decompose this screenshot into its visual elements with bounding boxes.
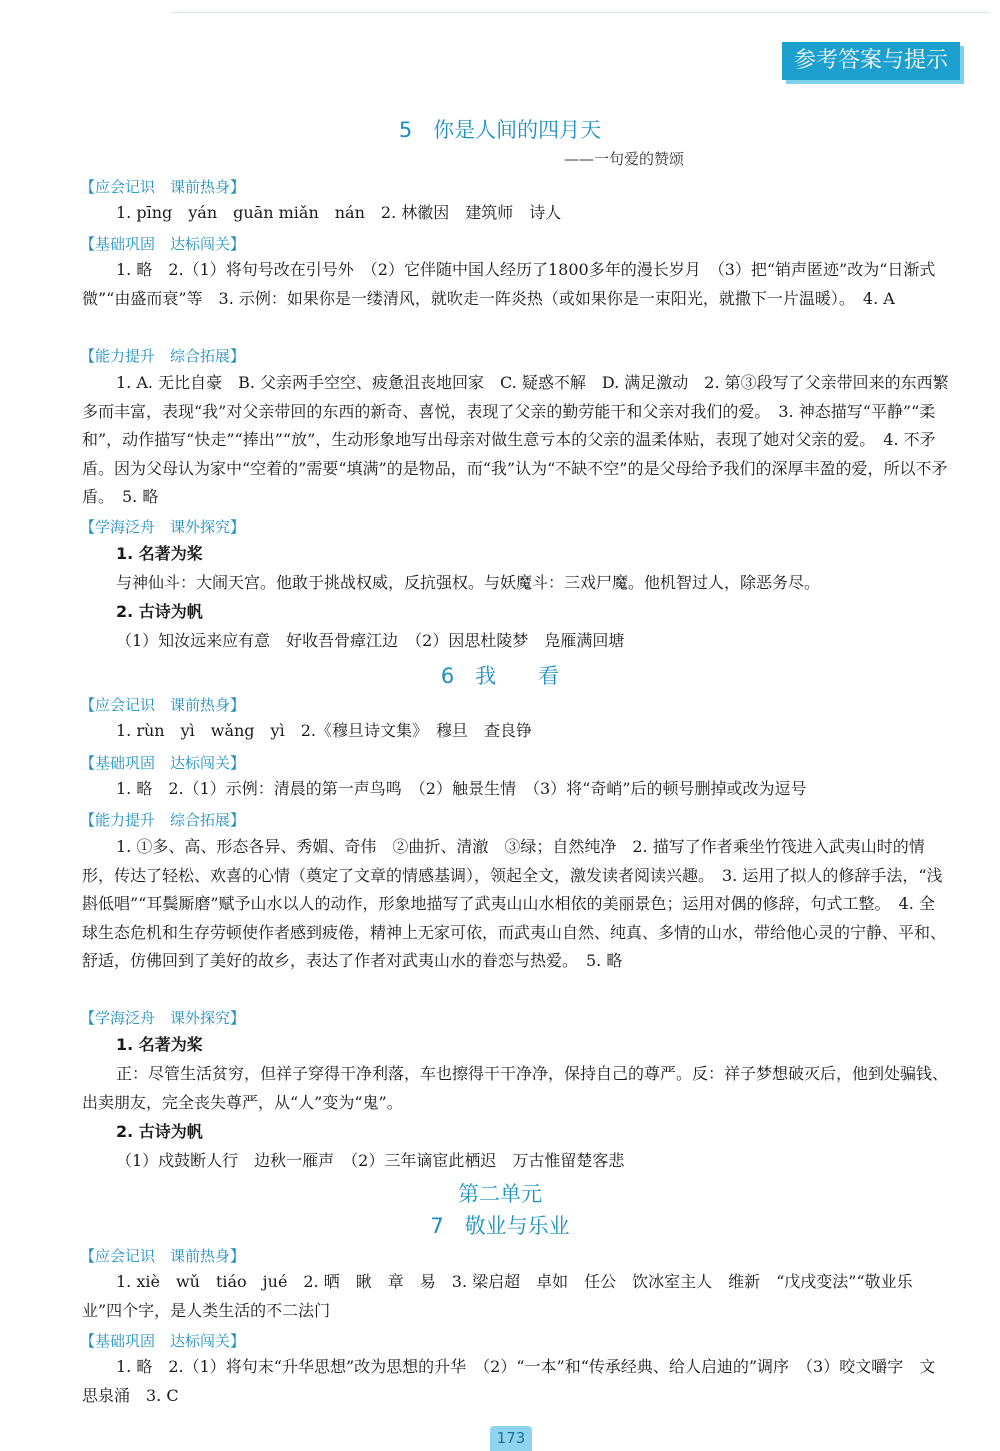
answer-text: （1）戍鼓断人行 边秋一雁声 （2）三年谪宦此栖迟 万古惟留楚客悲 — [116, 1151, 625, 1170]
answer-text: 1. rùn yì wǎng yì 2.《穆旦诗文集》 穆旦 查良铮 — [116, 721, 532, 740]
answer-text: （1）知汝远来应有意 好收吾骨瘴江边 （2）因思杜陵梦 凫雁满回塘 — [116, 631, 625, 650]
section-tag: 【基础巩固 达标闯关】 — [80, 754, 246, 772]
section-tag: 【应会记识 课前热身】 — [80, 1247, 246, 1265]
page-number: 173 — [490, 1426, 532, 1451]
answer-text: 1. A. 无比自豪 B. 父亲两手空空、疲惫沮丧地回家 C. 疑惑不解 D. 满足激动 2. 第③段写了父亲带回来的东西繁多而丰富，表现“我”对父亲带回的东西的新奇、喜悦，表现了父亲的勤劳能干和父亲对我们的爱。 3. 神态描写“平静”“柔和”，动作描写“快走”“捧出”“放”，生动形象地写出母亲对做生意亏本的父亲的温柔体贴，表现了她对父亲的爱。 4. 不矛盾。因为父母认为家中“空着的”需要“填满”的是物品，而“我”认为“不缺不空”的是父母给予我们的深厚丰盈的爱，所以不矛盾。 5. 略 — [82, 373, 949, 507]
section-tag: 【应会记识 课前热身】 — [80, 696, 246, 714]
answer-text: 1. pīng yán guān miǎn nán 2. 林徽因 建筑师 诗人 — [116, 203, 562, 222]
section-tag: 【能力提升 综合拓展】 — [80, 347, 246, 365]
lesson7-title: 7 敬业与乐业 — [430, 1214, 570, 1238]
answer-text: 1. xiè wǔ tiáo jué 2. 晒 瞅 章 易 3. 梁启超 卓如 任公 饮冰室主人 维新 “戊戌变法”“敬业乐业”四个字，是人类生活的不二法门 — [82, 1272, 913, 1320]
answer-text: 与神仙斗：大闹天宫。他敢于挑战权威，反抗强权。与妖魔斗：三戏尸魔。他机智过人，除恶务尽。 — [116, 573, 821, 592]
section-tag: 【能力提升 综合拓展】 — [80, 811, 246, 829]
section-tag: 【应会记识 课前热身】 — [80, 178, 246, 196]
answer-text: 1. 略 2.（1）将句号改在引号外 （2）它伴随中国人经历了1800多年的漫长岁月 （3）把“销声匿迹”改为“日渐式微”“由盛而衰”等 3. 示例：如果你是一缕清风，就吹走一阵炎热（或如果你是一束阳光，就撒下一片温暖）。 4. A — [82, 260, 936, 308]
lesson5-subtitle: ——一句爱的赞颂 — [563, 150, 684, 168]
question-label: 2. 古诗为帆 — [116, 1122, 203, 1141]
question-label: 1. 名著为桨 — [116, 544, 203, 563]
lesson6-title: 6 我 看 — [440, 664, 560, 688]
section-tag: 【学海泛舟 课外探究】 — [80, 1009, 246, 1027]
lesson5-title: 5 你是人间的四月天 — [398, 118, 602, 142]
header-badge: 参考答案与提示 — [782, 42, 960, 80]
answer-text: 1. 略 2.（1）将句末“升华思想”改为思想的升华 （2）“一本”和“传承经典、给人启迪的”调序 （3）咬文嚼字 文思泉涌 3. C — [82, 1357, 936, 1405]
answer-text: 1. 略 2.（1）示例：清晨的第一声鸟鸣 （2）触景生情 （3）将“奇峭”后的顿号删掉或改为逗号 — [116, 779, 807, 798]
top-rule — [170, 12, 990, 13]
question-label: 1. 名著为桨 — [116, 1035, 203, 1054]
question-label: 2. 古诗为帆 — [116, 602, 203, 621]
answer-text: 1. ①多、高、形态各异、秀媚、奇伟 ②曲折、清澈 ③绿；自然纯净 2. 描写了作者乘坐竹筏进入武夷山时的情形，传达了轻松、欢喜的心情（奠定了文章的情感基调），领起全文，激发读者阅读兴趣。 3. 运用了拟人的修辞手法，“浅斟低唱”“耳鬓厮磨”赋予山水以人的动作，形象地描写了武夷山山水相依的美丽景色；运用对偶的修辞，句式工整。 4. 全球生态危机和生存劳顿使作者感到疲倦，精神上无家可依，而武夷山自然、纯真、多情的山水，带给他心灵的宁静、平和、舒适，仿佛回到了美好的故乡，表达了作者对武夷山水的眷恋与热爱。 5. 略 — [82, 837, 947, 971]
answer-text: 正：尽管生活贫穷，但祥子穿得干净利落，车也擦得干干净净，保持自己的尊严。反：祥子梦想破灭后，他到处骗钱、出卖朋友，完全丧失尊严，从“人”变为“鬼”。 — [82, 1064, 949, 1112]
section-tag: 【基础巩固 达标闯关】 — [80, 235, 246, 253]
unit2-title: 第二单元 — [458, 1182, 542, 1206]
section-tag: 【学海泛舟 课外探究】 — [80, 518, 246, 536]
section-tag: 【基础巩固 达标闯关】 — [80, 1332, 246, 1350]
